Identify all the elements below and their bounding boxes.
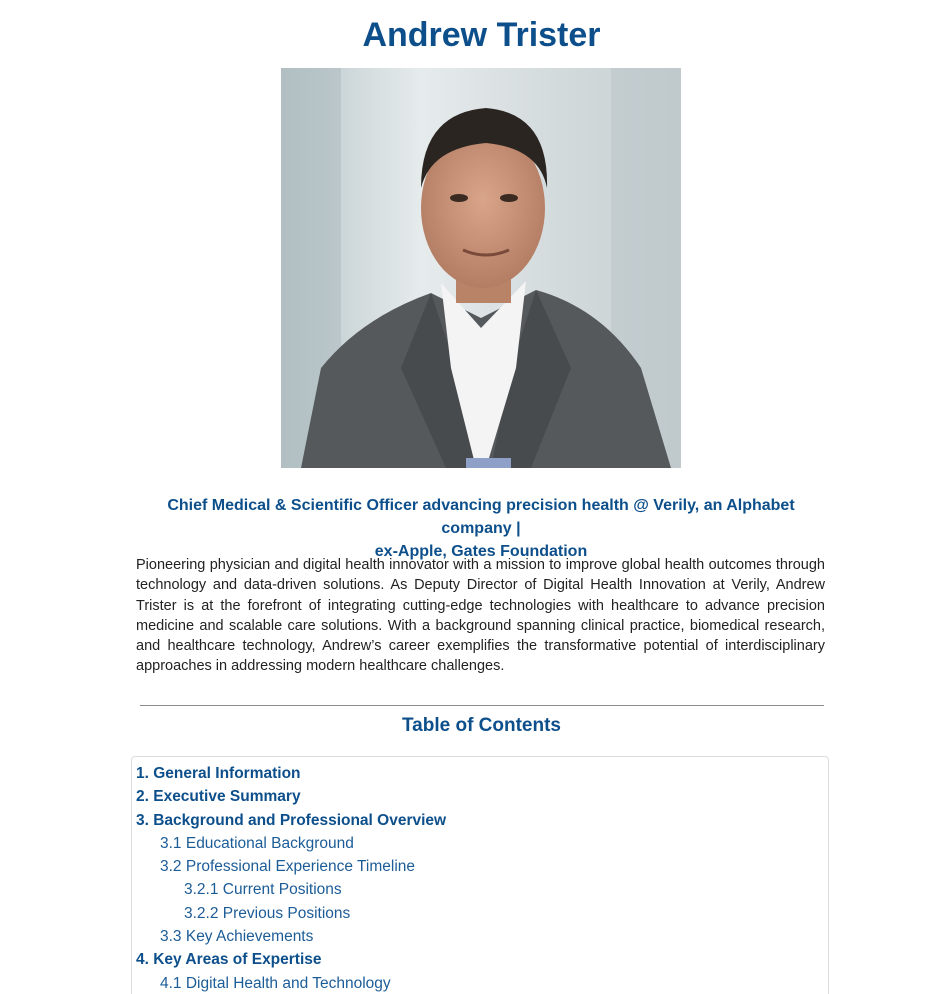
profile-summary: Pioneering physician and digital health innovator with a mission to improve global health outcomes through technology and data-driven solutions. As Deputy Director of Digital Health Innovation at Verily, Andrew Trister is at the forefront of integrating cutting-edge technologies with healthcare to advance precision medicine and scalable care solutions. With a background spanning clinical practice, biomedical research, and healthcare technology, Andrew’s career exemplifies the transformative potential of interdisciplinary approaches in addressing modern healthcare challenges. — [136, 557, 825, 675]
toc-item-previous-positions[interactable]: 3.2.2 Previous Positions — [184, 904, 351, 922]
toc-item-digital-health-technology[interactable]: 4.1 Digital Health and Technology — [160, 974, 391, 992]
page-title: Andrew Trister — [362, 16, 601, 54]
toc-item-general-information[interactable]: 1. General Information — [136, 765, 301, 782]
profile-photo — [281, 68, 681, 468]
toc-item-educational-background[interactable]: 3.1 Educational Background — [160, 834, 354, 852]
toc-item-background-overview[interactable]: 3. Background and Professional Overview — [136, 811, 447, 829]
toc-item-current-positions[interactable]: 3.2.1 Current Positions — [184, 881, 342, 899]
toc-list — [136, 762, 446, 994]
section-divider — [140, 705, 824, 706]
toc-item-experience-timeline[interactable]: 3.2 Professional Experience Timeline — [160, 858, 416, 876]
headline-line-1: Chief Medical & Scientific Officer advancing precision health @ Verily, an Alphabet company | — [167, 497, 795, 537]
headline-line-2: ex-Apple, Gates Foundation — [374, 543, 588, 560]
toc-item-executive-summary[interactable]: 2. Executive Summary — [136, 788, 301, 806]
toc-item-key-areas-expertise[interactable]: 4. Key Areas of Expertise — [136, 951, 322, 969]
toc-item-key-achievements[interactable]: 3.3 Key Achievements — [160, 928, 314, 946]
toc-heading: Table of Contents — [401, 715, 562, 736]
profile-headline — [136, 494, 826, 563]
